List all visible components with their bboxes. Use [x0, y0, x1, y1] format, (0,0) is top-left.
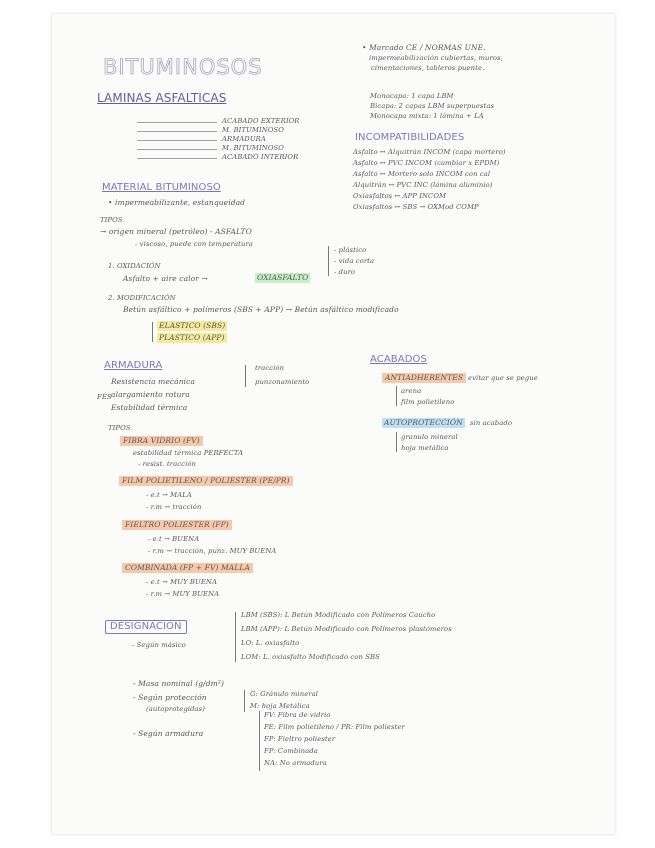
brace — [245, 365, 246, 387]
acabados-heading: ACABADOS — [370, 354, 427, 365]
masico-item: LBM (APP): L Betún Modificado con Polímeros plastómeros — [241, 625, 452, 633]
incompat-item: Asfalto ↔ PVC INCOM (cambiar x EPDM) — [353, 159, 500, 167]
page-title: BITUMINOSOS — [103, 55, 263, 79]
armadura-brace-item: punzonamiento — [255, 378, 310, 386]
layer-label: M. BITUMINOSO — [222, 126, 284, 134]
armadura-code: FP: Combinada — [264, 747, 318, 755]
capa-note: Monocapa mixta: 1 lámina + LA — [370, 112, 484, 120]
capa-note: Bicapa: 2 capas LBM superpuestas — [370, 102, 495, 110]
armadura-code: FV: Fibra de vidrio — [264, 711, 331, 719]
armadura-type: FILM POLIETILENO / POLIESTER (PE/PR) — [119, 476, 293, 486]
modificacion-equation: Betún asfáltico + polímeros (SBS + APP) → Betún asfáltico modificado — [123, 305, 399, 314]
marcado-line: • Marcado CE / NORMAS UNE. — [362, 43, 486, 52]
layer-label: ACABADO EXTERIOR — [222, 117, 300, 125]
oxiasfalto-prop: - vida corta — [334, 257, 375, 265]
armadura-type-note: estabilidad térmica PERFECTA — [133, 449, 244, 457]
incompat-item: Oxiasfaltos ↔ SBS → OXMod COMP — [353, 203, 479, 211]
incompat-item: Asfalto ↔ Mortero solo INCOM con cal — [353, 170, 491, 178]
armadura-type: FIELTRO POLIESTER (FP) — [122, 520, 232, 530]
armadura-item: Estabilidad térmica — [111, 403, 188, 412]
incompat-heading: INCOMPATIBILIDADES — [355, 132, 465, 143]
brace — [152, 322, 153, 342]
armadura-type: COMBINADA (FP + FV) MALLA — [122, 563, 253, 573]
brace — [328, 246, 329, 276]
brace — [259, 711, 260, 771]
designacion-heading: DESIGNACIÓN — [105, 620, 187, 634]
armadura-item: alargamiento rotura — [111, 390, 190, 399]
masico-item: LBM (SBS): L Betún Modificado con Polímeros Caucho — [241, 611, 436, 619]
autoproteccion-label: AUTOPROTECCIÓN — [384, 418, 463, 427]
oxiasfalto-highlight: OXIASFALTO — [257, 273, 309, 282]
origen-line: → origen mineral (petróleo) - ASFALTO — [100, 227, 252, 236]
layer-line — [137, 140, 217, 141]
antiadherentes-note: evitar que se pegue — [468, 374, 538, 382]
modificacion-label: 2. MODIFICACIÓN — [108, 294, 176, 302]
armadura-type-note: - r.m → MUY BUENA — [146, 590, 220, 598]
antiadherentes-item: film polietileno — [401, 398, 455, 406]
material-bullet: • impermeabilizante, estanqueidad — [108, 198, 246, 207]
layer-label: ACABADO INTERIOR — [222, 153, 299, 161]
proteccion-item: M: hoja Metálica — [250, 702, 310, 710]
brace — [396, 386, 397, 406]
brace — [235, 612, 236, 662]
armadura-brace-item: tracción — [255, 364, 285, 372]
armadura-type-note: - r.m → tracción, punz. MUY BUENA — [148, 547, 277, 555]
armadura-type-note: - e.t → MUY BUENA — [146, 578, 217, 586]
armadura-code: NA: No armadura — [264, 759, 327, 767]
autoproteccion-note: sin acabado — [470, 419, 513, 427]
armadura-item: Resistencia mecánica — [111, 377, 196, 386]
brace — [396, 432, 397, 452]
armadura-type-note: - e.t → MALA — [146, 491, 192, 499]
tipos-label: TIPOS — [108, 424, 131, 432]
oxiasfalto-prop: - duro — [334, 268, 356, 276]
armadura-code: FP: Fieltro poliester — [264, 735, 336, 743]
capa-note: Monocapa: 1 capa LBM — [370, 92, 454, 100]
autoproteccion-item: hoja metálica — [401, 444, 449, 452]
notebook-page — [52, 14, 615, 834]
antiadherentes-label: ANTIADHERENTES — [382, 373, 466, 383]
layer-label: M. BITUMINOSO — [222, 144, 284, 152]
masico-item: LOM: L. oxiasfalto Modificado con SBS — [241, 653, 380, 661]
viscoso-line: - viscoso, puede con temperatura — [135, 240, 253, 248]
segun-armadura-label: - Según armadura — [133, 729, 204, 738]
marcado-line: impermeabilización cubiertas, muros, — [369, 54, 503, 62]
autoproteccion-item: granulo mineral — [401, 433, 458, 441]
oxidacion-equation: Asfalto + aire calor → — [123, 274, 208, 283]
masa-nominal-label: - Masa nominal (g/dm²) — [133, 679, 225, 688]
segun-proteccion-label: - Según protección — [133, 693, 207, 702]
tipos-label: TIPOS — [100, 216, 123, 224]
layer-label: ARMADURA — [222, 135, 266, 143]
elastico-label: ELASTICO (SBS) — [159, 321, 226, 330]
masico-item: LO: L. oxiasfalto — [241, 639, 300, 647]
armadura-code: PE: Film polietileno / PR: Film poliester — [264, 723, 405, 731]
plastico-label: PLASTICO (APP) — [159, 333, 225, 342]
layer-line — [137, 158, 217, 159]
segun-masico-label: - Según másico — [132, 641, 186, 649]
proteccion-item: G: Gránulo mineral — [250, 690, 319, 698]
oxidacion-label: 1. OXIDACIÓN — [108, 262, 161, 270]
armadura-type-note: - e.t → BUENA — [148, 535, 200, 543]
incompat-item: Alquitrán ↔ PVC INC (lámina aluminio) — [353, 181, 493, 189]
armadura-side-label: FES — [97, 393, 112, 401]
incompat-item: Asfalto ↔ Alquitrán INCOM (capa mortero) — [353, 148, 506, 156]
incompat-item: Oxiasfaltos ↔ APP INCOM — [353, 192, 447, 200]
brace — [244, 690, 245, 712]
marcado-line: cimentaciones, tableros puente. — [371, 64, 485, 72]
layer-line — [137, 131, 217, 132]
layer-line — [137, 149, 217, 150]
armadura-type-note: - resist. tracción — [138, 460, 197, 468]
antiadherentes-item: arena — [401, 387, 422, 395]
laminas-heading: LAMINAS ASFALTICAS — [97, 91, 227, 105]
armadura-type-note: - r.m → tracción — [146, 503, 202, 511]
armadura-type: FIBRA VIDRIO (FV) — [120, 436, 203, 446]
autoprotegidas-label: (autoprotegidas) — [146, 705, 206, 713]
armadura-heading: ARMADURA — [104, 360, 163, 371]
material-heading: MATERIAL BITUMINOSO — [102, 182, 221, 193]
layer-line — [137, 122, 217, 123]
oxiasfalto-prop: - plástico — [334, 246, 367, 254]
